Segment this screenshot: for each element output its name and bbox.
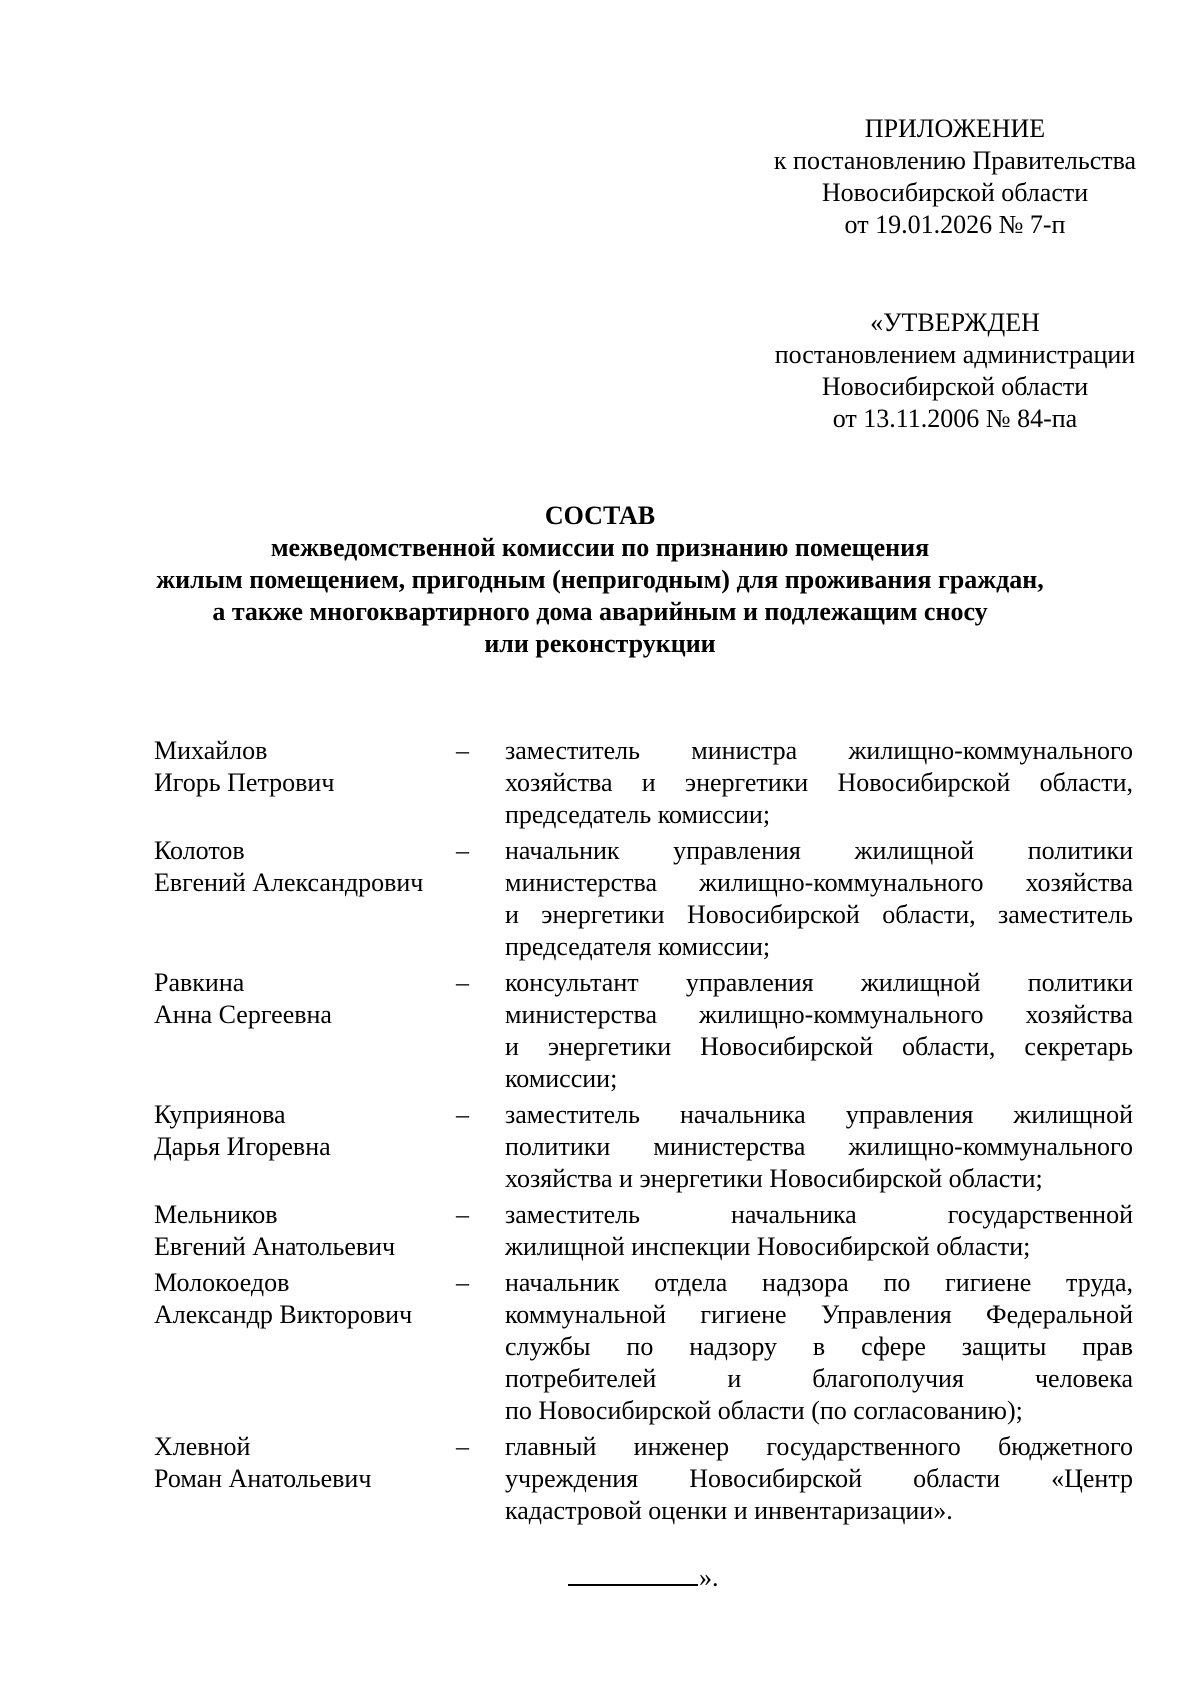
member-position xyxy=(505,1099,1133,1195)
position-line: комиссии; xyxy=(505,1064,618,1093)
member-position xyxy=(505,1199,1133,1263)
position-line: министерства жилищно-коммунального хозяйства xyxy=(505,868,1133,897)
member-name xyxy=(154,1267,456,1427)
member-surname: Мельников xyxy=(154,1200,278,1229)
closing-underline xyxy=(568,1566,698,1586)
title-subline: а также многоквартирного дома аварийным и подлежащим сносу xyxy=(212,597,988,626)
member-row xyxy=(154,1099,1133,1195)
appendix-line: от 19.01.2026 № 7-п xyxy=(844,210,1066,239)
dash-separator: – xyxy=(456,1200,469,1229)
position-line: и энергетики Новосибирской области, заместитель xyxy=(505,900,1133,929)
member-position xyxy=(505,835,1133,963)
member-given-name: Игорь Петрович xyxy=(154,768,335,797)
member-surname: Куприянова xyxy=(154,1100,286,1129)
position-line: политики министерства жилищно-коммунального xyxy=(505,1132,1133,1161)
position-line: заместитель начальника управления жилищной xyxy=(505,1100,1133,1129)
position-line: начальник отдела надзора по гигиене труда, xyxy=(505,1268,1133,1297)
member-surname: Колотов xyxy=(154,836,245,865)
title-main: СОСТАВ xyxy=(544,501,656,530)
member-surname: Михайлов xyxy=(154,736,268,765)
appendix-heading: ПРИЛОЖЕНИЕ xyxy=(864,114,1046,143)
closing-quote: ». xyxy=(699,1563,719,1592)
appendix-line: Новосибирской области xyxy=(821,178,1089,207)
position-line: учреждения Новосибирской области «Центр xyxy=(505,1464,1133,1493)
member-given-name: Роман Анатольевич xyxy=(154,1464,372,1493)
position-line: кадастровой оценки и инвентаризации». xyxy=(505,1496,953,1525)
member-name xyxy=(154,1199,456,1263)
member-position xyxy=(505,967,1133,1095)
dash-separator: – xyxy=(456,1268,469,1297)
document-title xyxy=(100,500,1100,660)
position-line: министерства жилищно-коммунального хозяйства xyxy=(505,1000,1133,1029)
position-line: жилищной инспекции Новосибирской области; xyxy=(505,1232,1031,1261)
member-given-name: Дарья Игоревна xyxy=(154,1132,331,1161)
dash-separator: – xyxy=(456,736,469,765)
member-name xyxy=(154,1099,456,1195)
position-line: хозяйства и энергетики Новосибирской области; xyxy=(505,1164,1043,1193)
member-name xyxy=(154,735,456,831)
member-row xyxy=(154,835,1133,963)
position-line: и энергетики Новосибирской области, секретарь xyxy=(505,1032,1133,1061)
approved-line: от 13.11.2006 № 84-па xyxy=(832,404,1078,433)
member-given-name: Евгений Александрович xyxy=(154,868,424,897)
position-line: потребителей и благополучия человека xyxy=(505,1364,1133,1393)
position-line: по Новосибирской области (по согласованию); xyxy=(505,1396,1023,1425)
position-line: службы по надзору в сфере защиты прав xyxy=(505,1332,1133,1361)
dash-separator: – xyxy=(456,968,469,997)
member-given-name: Анна Сергеевна xyxy=(154,1000,332,1029)
approved-block xyxy=(735,307,1175,435)
title-subline: или реконструкции xyxy=(484,629,716,658)
position-line: консультант управления жилищной политики xyxy=(505,968,1133,997)
member-row xyxy=(154,967,1133,1095)
member-name xyxy=(154,835,456,963)
member-surname: Хлевной xyxy=(154,1432,251,1461)
member-surname: Равкина xyxy=(154,968,245,997)
members-list xyxy=(154,735,1133,1531)
title-subline: межведомственной комиссии по признанию помещения xyxy=(270,533,930,562)
closing-mark xyxy=(568,1562,719,1594)
member-position xyxy=(505,1267,1133,1427)
appendix-line: к постановлению Правительства xyxy=(773,146,1137,175)
title-subline: жилым помещением, пригодным (непригодным) для проживания граждан, xyxy=(156,565,1044,594)
member-row xyxy=(154,1267,1133,1427)
member-row xyxy=(154,735,1133,831)
member-position xyxy=(505,1431,1133,1527)
member-given-name: Евгений Анатольевич xyxy=(154,1232,396,1261)
member-surname: Молокоедов xyxy=(154,1268,290,1297)
position-line: хозяйства и энергетики Новосибирской области, xyxy=(505,768,1133,797)
member-given-name: Александр Викторович xyxy=(154,1300,413,1329)
member-name xyxy=(154,967,456,1095)
appendix-block xyxy=(735,113,1175,241)
approved-line: постановлением администрации xyxy=(774,340,1136,369)
dash-separator: – xyxy=(456,1432,469,1461)
position-line: заместитель начальника государственной xyxy=(505,1200,1133,1229)
position-line: коммунальной гигиене Управления Федеральной xyxy=(505,1300,1133,1329)
member-row xyxy=(154,1431,1133,1527)
member-row xyxy=(154,1199,1133,1263)
position-line: заместитель министра жилищно-коммунального xyxy=(505,736,1133,765)
approved-heading: «УТВЕРЖДЕН xyxy=(870,308,1040,337)
approved-line: Новосибирской области xyxy=(821,372,1089,401)
dash-separator: – xyxy=(456,836,469,865)
dash-separator: – xyxy=(456,1100,469,1129)
member-position xyxy=(505,735,1133,831)
position-line: председателя комиссии; xyxy=(505,932,771,961)
position-line: председатель комиссии; xyxy=(505,800,771,829)
member-name xyxy=(154,1431,456,1527)
position-line: главный инженер государственного бюджетного xyxy=(505,1432,1133,1461)
position-line: начальник управления жилищной политики xyxy=(505,836,1133,865)
